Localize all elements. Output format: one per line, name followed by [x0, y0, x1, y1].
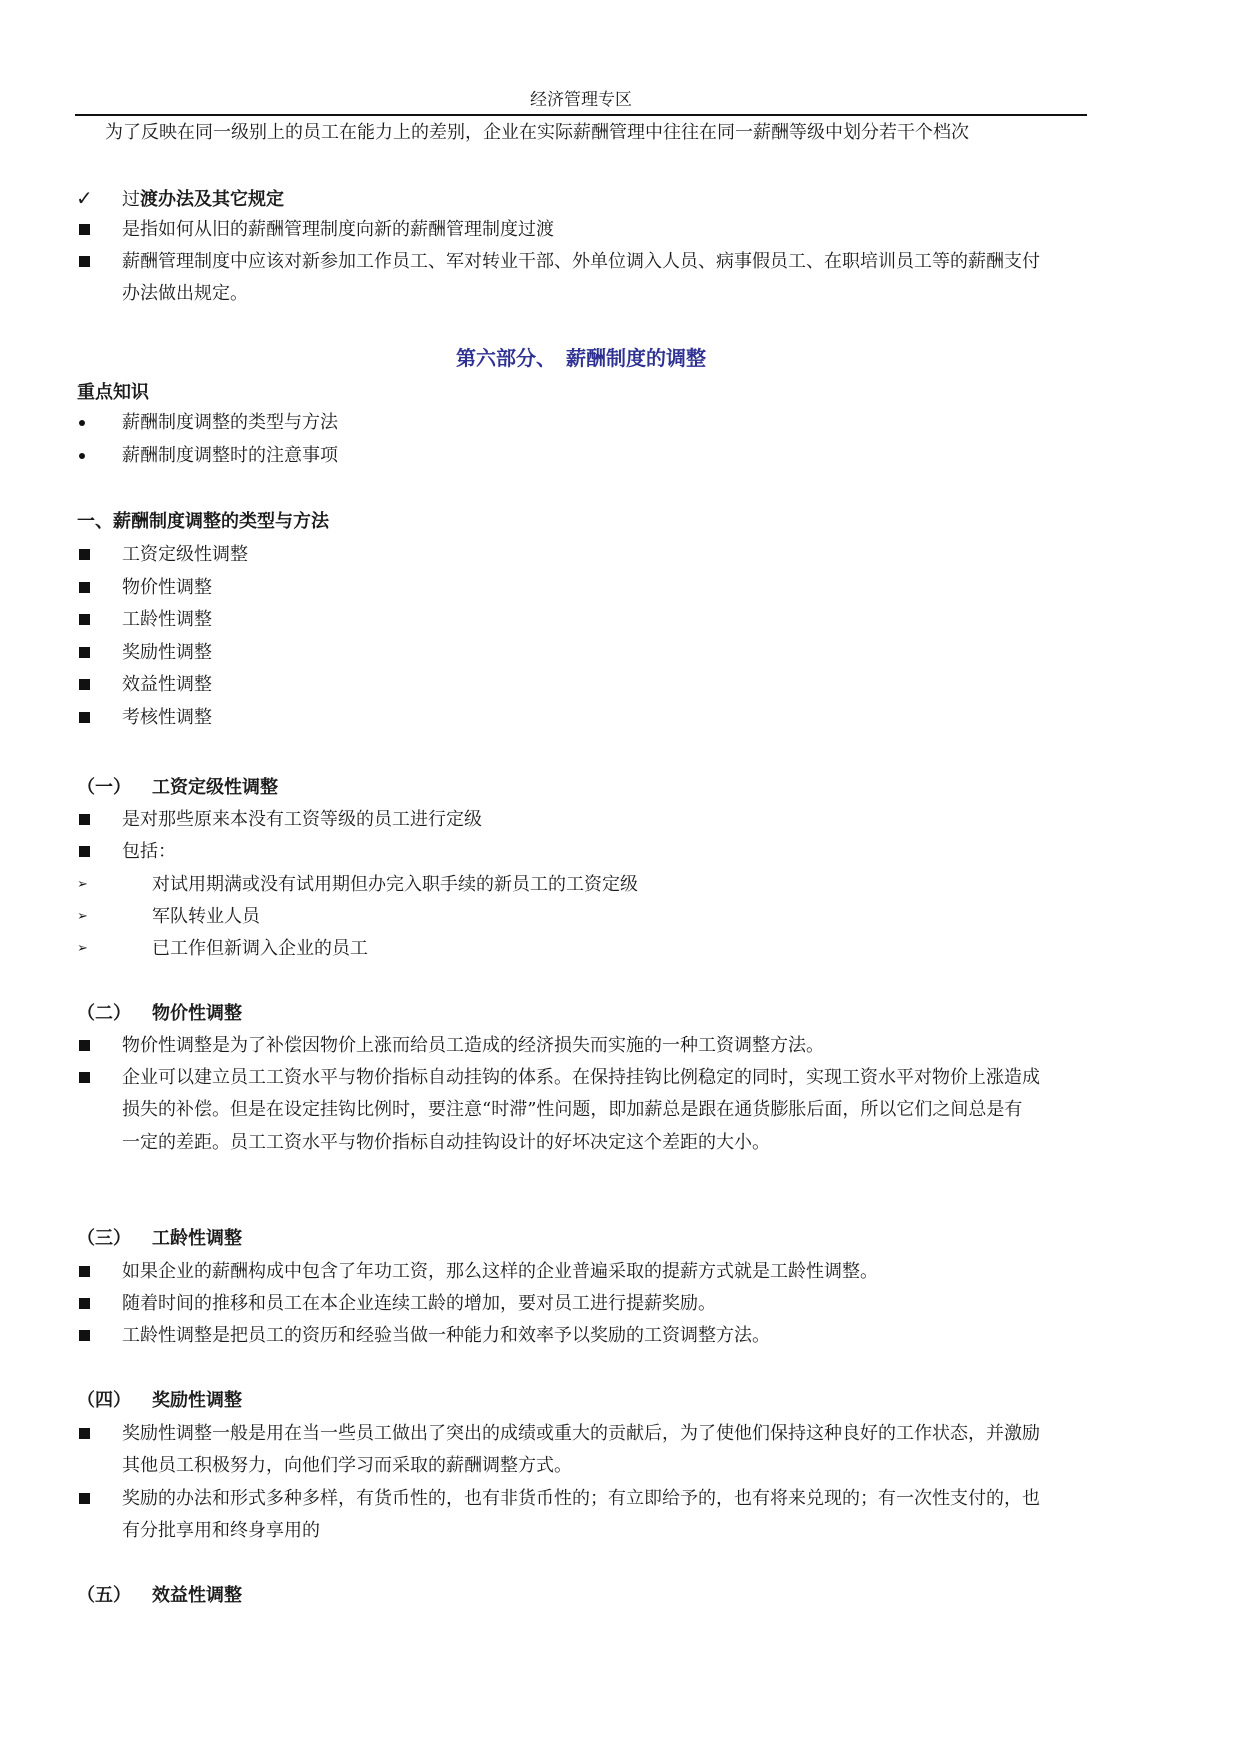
list-item-continued: 办法做出规定。: [122, 283, 248, 304]
square-bullet-icon: [79, 846, 90, 857]
arrow-bullet-icon: ➢: [77, 941, 88, 956]
list-item: 工龄性调整: [122, 609, 212, 630]
list-item: 随着时间的推移和员工在本企业连续工龄的增加，要对员工进行提薪奖励。: [122, 1293, 716, 1314]
square-bullet-icon: [79, 1040, 90, 1051]
square-bullet-icon: [79, 1493, 90, 1504]
round-bullet-icon: [79, 453, 85, 459]
subsection-title: 物价性调整: [152, 1003, 242, 1024]
square-bullet-icon: [79, 224, 90, 235]
square-bullet-icon: [79, 1266, 90, 1277]
list-item: 是对那些原来本没有工资等级的员工进行定级: [122, 809, 482, 830]
arrow-bullet-icon: ➢: [77, 909, 88, 924]
square-bullet-icon: [79, 1330, 90, 1341]
square-bullet-icon: [79, 1298, 90, 1309]
sub-list-item: 对试用期满或没有试用期但办完入职手续的新员工的工资定级: [152, 874, 638, 895]
key-points-heading: 重点知识: [77, 382, 149, 403]
list-item: 奖励性调整一般是用在当一些员工做出了突出的成绩或重大的贡献后，为了使他们保持这种良好的工作状态，并激励: [122, 1423, 1040, 1444]
list-item: 奖励性调整: [122, 642, 212, 663]
subsection-number: （五）: [77, 1585, 131, 1606]
intro-text: 为了反映在同一级别上的员工在能力上的差别，企业在实际薪酬管理中往往在同一薪酬等级中划分若干个档次: [105, 122, 969, 143]
round-bullet-icon: [79, 420, 85, 426]
list-item-continued: 一定的差距。员工工资水平与物价指标自动挂钩设计的好坏决定这个差距的大小。: [122, 1132, 770, 1153]
list-item: 效益性调整: [122, 674, 212, 695]
list-item: 企业可以建立员工工资水平与物价指标自动挂钩的体系。在保持挂钩比例稳定的同时，实现工资水平对物价上涨造成: [122, 1067, 1040, 1088]
list-item: 薪酬制度调整时的注意事项: [122, 445, 338, 466]
part-title: 第六部分、 薪酬制度的调整: [456, 346, 706, 370]
list-item: 薪酬制度调整的类型与方法: [122, 412, 338, 433]
subsection-title: 工资定级性调整: [152, 777, 278, 798]
check-icon: ✓: [76, 186, 93, 210]
square-bullet-icon: [79, 582, 90, 593]
subsection-number: （三）: [77, 1228, 131, 1249]
subsection-title: 奖励性调整: [152, 1390, 242, 1411]
square-bullet-icon: [79, 1072, 90, 1083]
list-item-continued: 损失的补偿。但是在设定挂钩比例时，要注意“时滞”性问题，即加薪总是跟在通货膨胀后面，所以它们之间总是有: [122, 1099, 1023, 1120]
list-item-continued: 其他员工积极努力，向他们学习而采取的薪酬调整方式。: [122, 1455, 572, 1476]
square-bullet-icon: [79, 256, 90, 267]
list-item: 工龄性调整是把员工的资历和经验当做一种能力和效率予以奖励的工资调整方法。: [122, 1325, 770, 1346]
list-item: 物价性调整是为了补偿因物价上涨而给员工造成的经济损失而实施的一种工资调整方法。: [122, 1035, 824, 1056]
list-item: 包括：: [122, 841, 176, 862]
list-item: 如果企业的薪酬构成中包含了年功工资，那么这样的企业普遍采取的提薪方式就是工龄性调整。: [122, 1261, 878, 1282]
subsection-number: （一）: [77, 777, 131, 798]
square-bullet-icon: [79, 712, 90, 723]
list-item: 物价性调整: [122, 577, 212, 598]
subsection-title: 工龄性调整: [152, 1228, 242, 1249]
square-bullet-icon: [79, 814, 90, 825]
list-item: 是指如何从旧的薪酬管理制度向新的薪酬管理制度过渡: [122, 219, 554, 240]
header-rule: [75, 114, 1087, 116]
sub-list-item: 已工作但新调入企业的员工: [152, 938, 368, 959]
section-heading: 一、薪酬制度调整的类型与方法: [77, 511, 329, 532]
subsection-title: 效益性调整: [152, 1585, 242, 1606]
list-item-continued: 有分批享用和终身享用的: [122, 1520, 320, 1541]
sub-list-item: 军队转业人员: [152, 906, 260, 927]
page-header: 经济管理专区: [530, 90, 632, 110]
list-item: 薪酬管理制度中应该对新参加工作员工、军对转业干部、外单位调入人员、病事假员工、在职培训员工等的薪酬支付: [122, 251, 1040, 272]
arrow-bullet-icon: ➢: [77, 877, 88, 892]
transition-title: 过渡办法及其它规定: [122, 189, 284, 210]
square-bullet-icon: [79, 679, 90, 690]
list-item: 工资定级性调整: [122, 544, 248, 565]
square-bullet-icon: [79, 549, 90, 560]
list-item: 考核性调整: [122, 707, 212, 728]
square-bullet-icon: [79, 647, 90, 658]
list-item: 奖励的办法和形式多种多样，有货币性的，也有非货币性的；有立即给予的，也有将来兑现的；有一次性支付的，也: [122, 1488, 1040, 1509]
square-bullet-icon: [79, 614, 90, 625]
square-bullet-icon: [79, 1428, 90, 1439]
subsection-number: （二）: [77, 1003, 131, 1024]
subsection-number: （四）: [77, 1390, 131, 1411]
